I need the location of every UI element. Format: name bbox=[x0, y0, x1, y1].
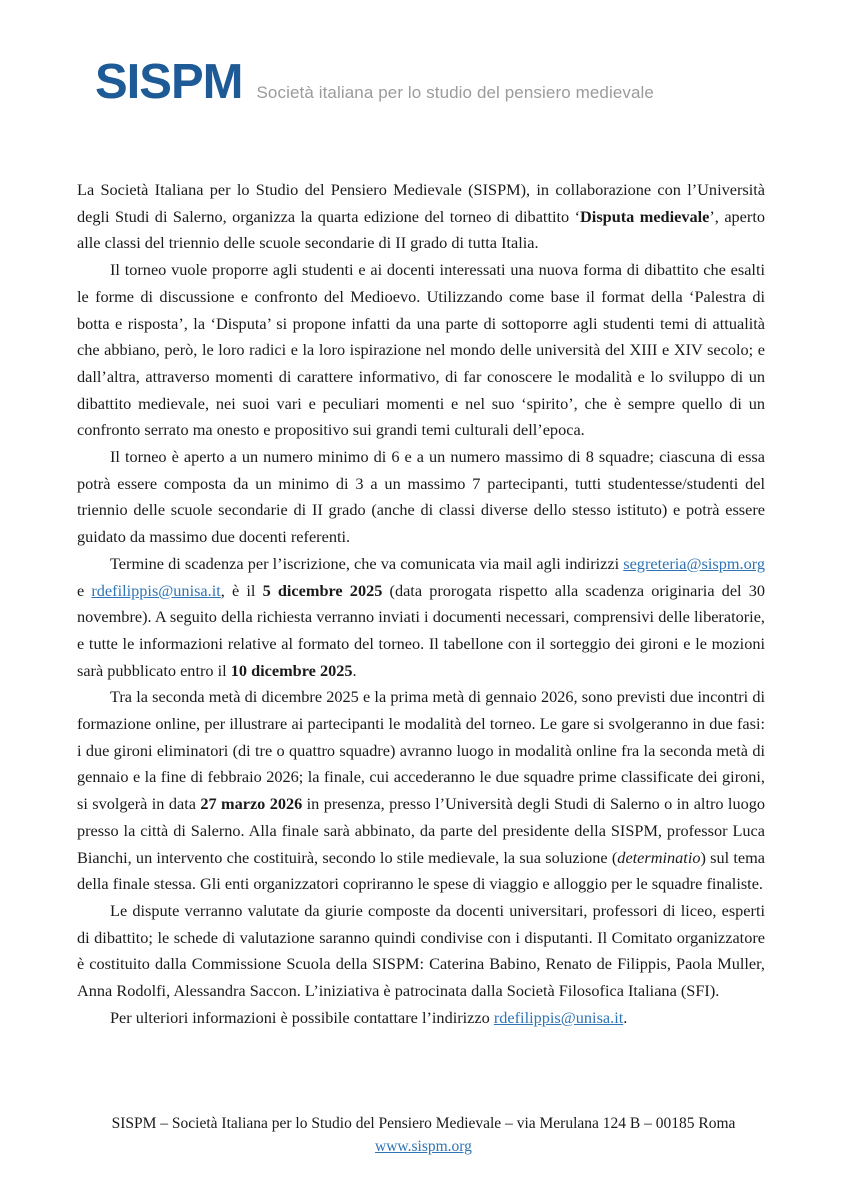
text-segment: . bbox=[352, 660, 357, 680]
paragraph bbox=[77, 1005, 765, 1032]
text-segment: , è il bbox=[220, 580, 263, 600]
footer-website-link[interactable]: www.sispm.org bbox=[375, 1138, 472, 1155]
text-segment: Le dispute verranno valutate da giurie composte da docenti universitari, professori di liceo, esperti di dibattito; le schede di valutazione saranno quindi condivise con i disputanti. Il Comitato organizzatore è costituito dalla Commissione Scuola della SISPM: Caterina Babino, Renato de Filippis, Paola Muller, Anna Rodolfi, Alessandra Saccon. L’iniziativa è patrocinata dalla Società Filosofica Italiana (SFI). bbox=[77, 900, 765, 1001]
paragraph bbox=[77, 684, 765, 898]
paragraph bbox=[77, 444, 765, 551]
email-link-segreteria[interactable]: segreteria@sispm.org bbox=[623, 553, 765, 573]
paragraph bbox=[77, 257, 765, 444]
paragraph bbox=[77, 177, 765, 257]
footer-address: SISPM – Società Italiana per lo Studio del Pensiero Medievale – via Merulana 124 B – 00185 Roma bbox=[111, 1115, 736, 1132]
document-footer bbox=[0, 1112, 847, 1158]
text-segment: determinatio bbox=[617, 847, 701, 867]
logo-tagline: Società italiana per lo studio del pensiero medievale bbox=[256, 83, 654, 102]
text-segment: 5 dicembre 2025 bbox=[262, 580, 383, 600]
sispm-logo: SISPM bbox=[95, 55, 243, 109]
text-segment: . bbox=[623, 1007, 628, 1027]
text-segment: Disputa medievale bbox=[580, 206, 710, 226]
text-segment: Il torneo vuole proporre agli studenti e ai docenti interessati una nuova forma di dibattito che esalti le forme di discussione e confronto del Medioevo. Utilizzando come base il format della ‘Palestra di botta e risposta’, la ‘Disputa’ si propone infatti da una parte di sottoporre agli studenti temi di attualità che abbiano, però, le loro radici e la loro ispirazione nel mondo delle università del XIII e XIV secolo; e dall’altra, attraverso momenti di carattere informativo, di far conoscere le modalità e lo sviluppo di un dibattito medievale, nei suoi vari e peculiari momenti e nel suo ‘spirito’, che è sempre quello di un confronto serrato ma onesto e propositivo sui grandi temi culturali dell’epoca. bbox=[77, 260, 765, 440]
document-body bbox=[77, 177, 765, 1032]
paragraph bbox=[77, 551, 765, 685]
text-segment: Tra la seconda metà di dicembre 2025 e la prima metà di gennaio 2026, sono previsti due incontri di formazione online, per illustrare ai partecipanti le modalità del torneo. Le gare si svolgeranno in due fasi: i due gironi eliminatori (di tre o quattro squadre) avranno luogo in modalità online fra la seconda metà di gennaio e la fine di febbraio 2026; la finale, cui accederanno le due squadre prime classificate dei gironi, si svolgerà in data bbox=[77, 687, 765, 814]
text-segment: 10 dicembre 2025 bbox=[230, 660, 353, 680]
email-link-rdefilippis[interactable]: rdefilippis@unisa.it bbox=[91, 580, 221, 600]
text-segment: ) sul tema della finale stessa. Gli enti organizzatori copriranno le spese di viaggio e alloggio per le squadre finaliste. bbox=[77, 847, 766, 894]
text-segment: La Società Italiana per lo Studio del Pensiero Medievale (SISPM), in collaborazione con l’Università degli Studi di Salerno, organizza la quarta edizione del torneo di dibattito ‘ bbox=[77, 180, 765, 226]
text-segment: Il torneo è aperto a un numero minimo di 6 e a un numero massimo di 8 squadre; ciascuna di essa potrà essere composta da un minimo di 3 a un massimo 7 partecipanti, tutti studentesse/studenti del triennio delle scuole secondarie di II grado (anche di classi diverse dello stesso istituto) e potrà essere guidato da massimo due docenti referenti. bbox=[77, 447, 765, 547]
text-segment: Per ulteriori informazioni è possibile contattare l’indirizzo bbox=[110, 1007, 494, 1027]
paragraph bbox=[77, 898, 765, 1005]
text-segment: Termine di scadenza per l’iscrizione, che va comunicata via mail agli indirizzi bbox=[110, 553, 624, 573]
text-segment: in presenza, presso l’Università degli Studi di Salerno o in altro luogo presso la città di Salerno. Alla finale sarà abbinato, da parte del presidente della SISPM, professor Luca Bianchi, un intervento che costituirà, secondo lo stile medievale, la sua soluzione ( bbox=[77, 794, 766, 867]
text-segment: ’, aperto alle classi del triennio delle scuole secondarie di II grado di tutta Italia. bbox=[77, 206, 765, 253]
text-segment: 27 marzo 2026 bbox=[200, 794, 303, 814]
text-segment: (data prorogata rispetto alla scadenza originaria del 30 novembre). A seguito della richiesta verranno inviati i documenti necessari, comprensivi delle liberatorie, e tutte le informazioni relative al formato del torneo. Il tabellone con il sorteggio dei gironi e le mozioni sarà pubblicato entro il bbox=[77, 580, 766, 680]
email-link-rdefilippis-footer[interactable]: rdefilippis@unisa.it bbox=[493, 1007, 624, 1027]
letterhead bbox=[95, 55, 654, 109]
text-segment: e bbox=[77, 580, 92, 600]
